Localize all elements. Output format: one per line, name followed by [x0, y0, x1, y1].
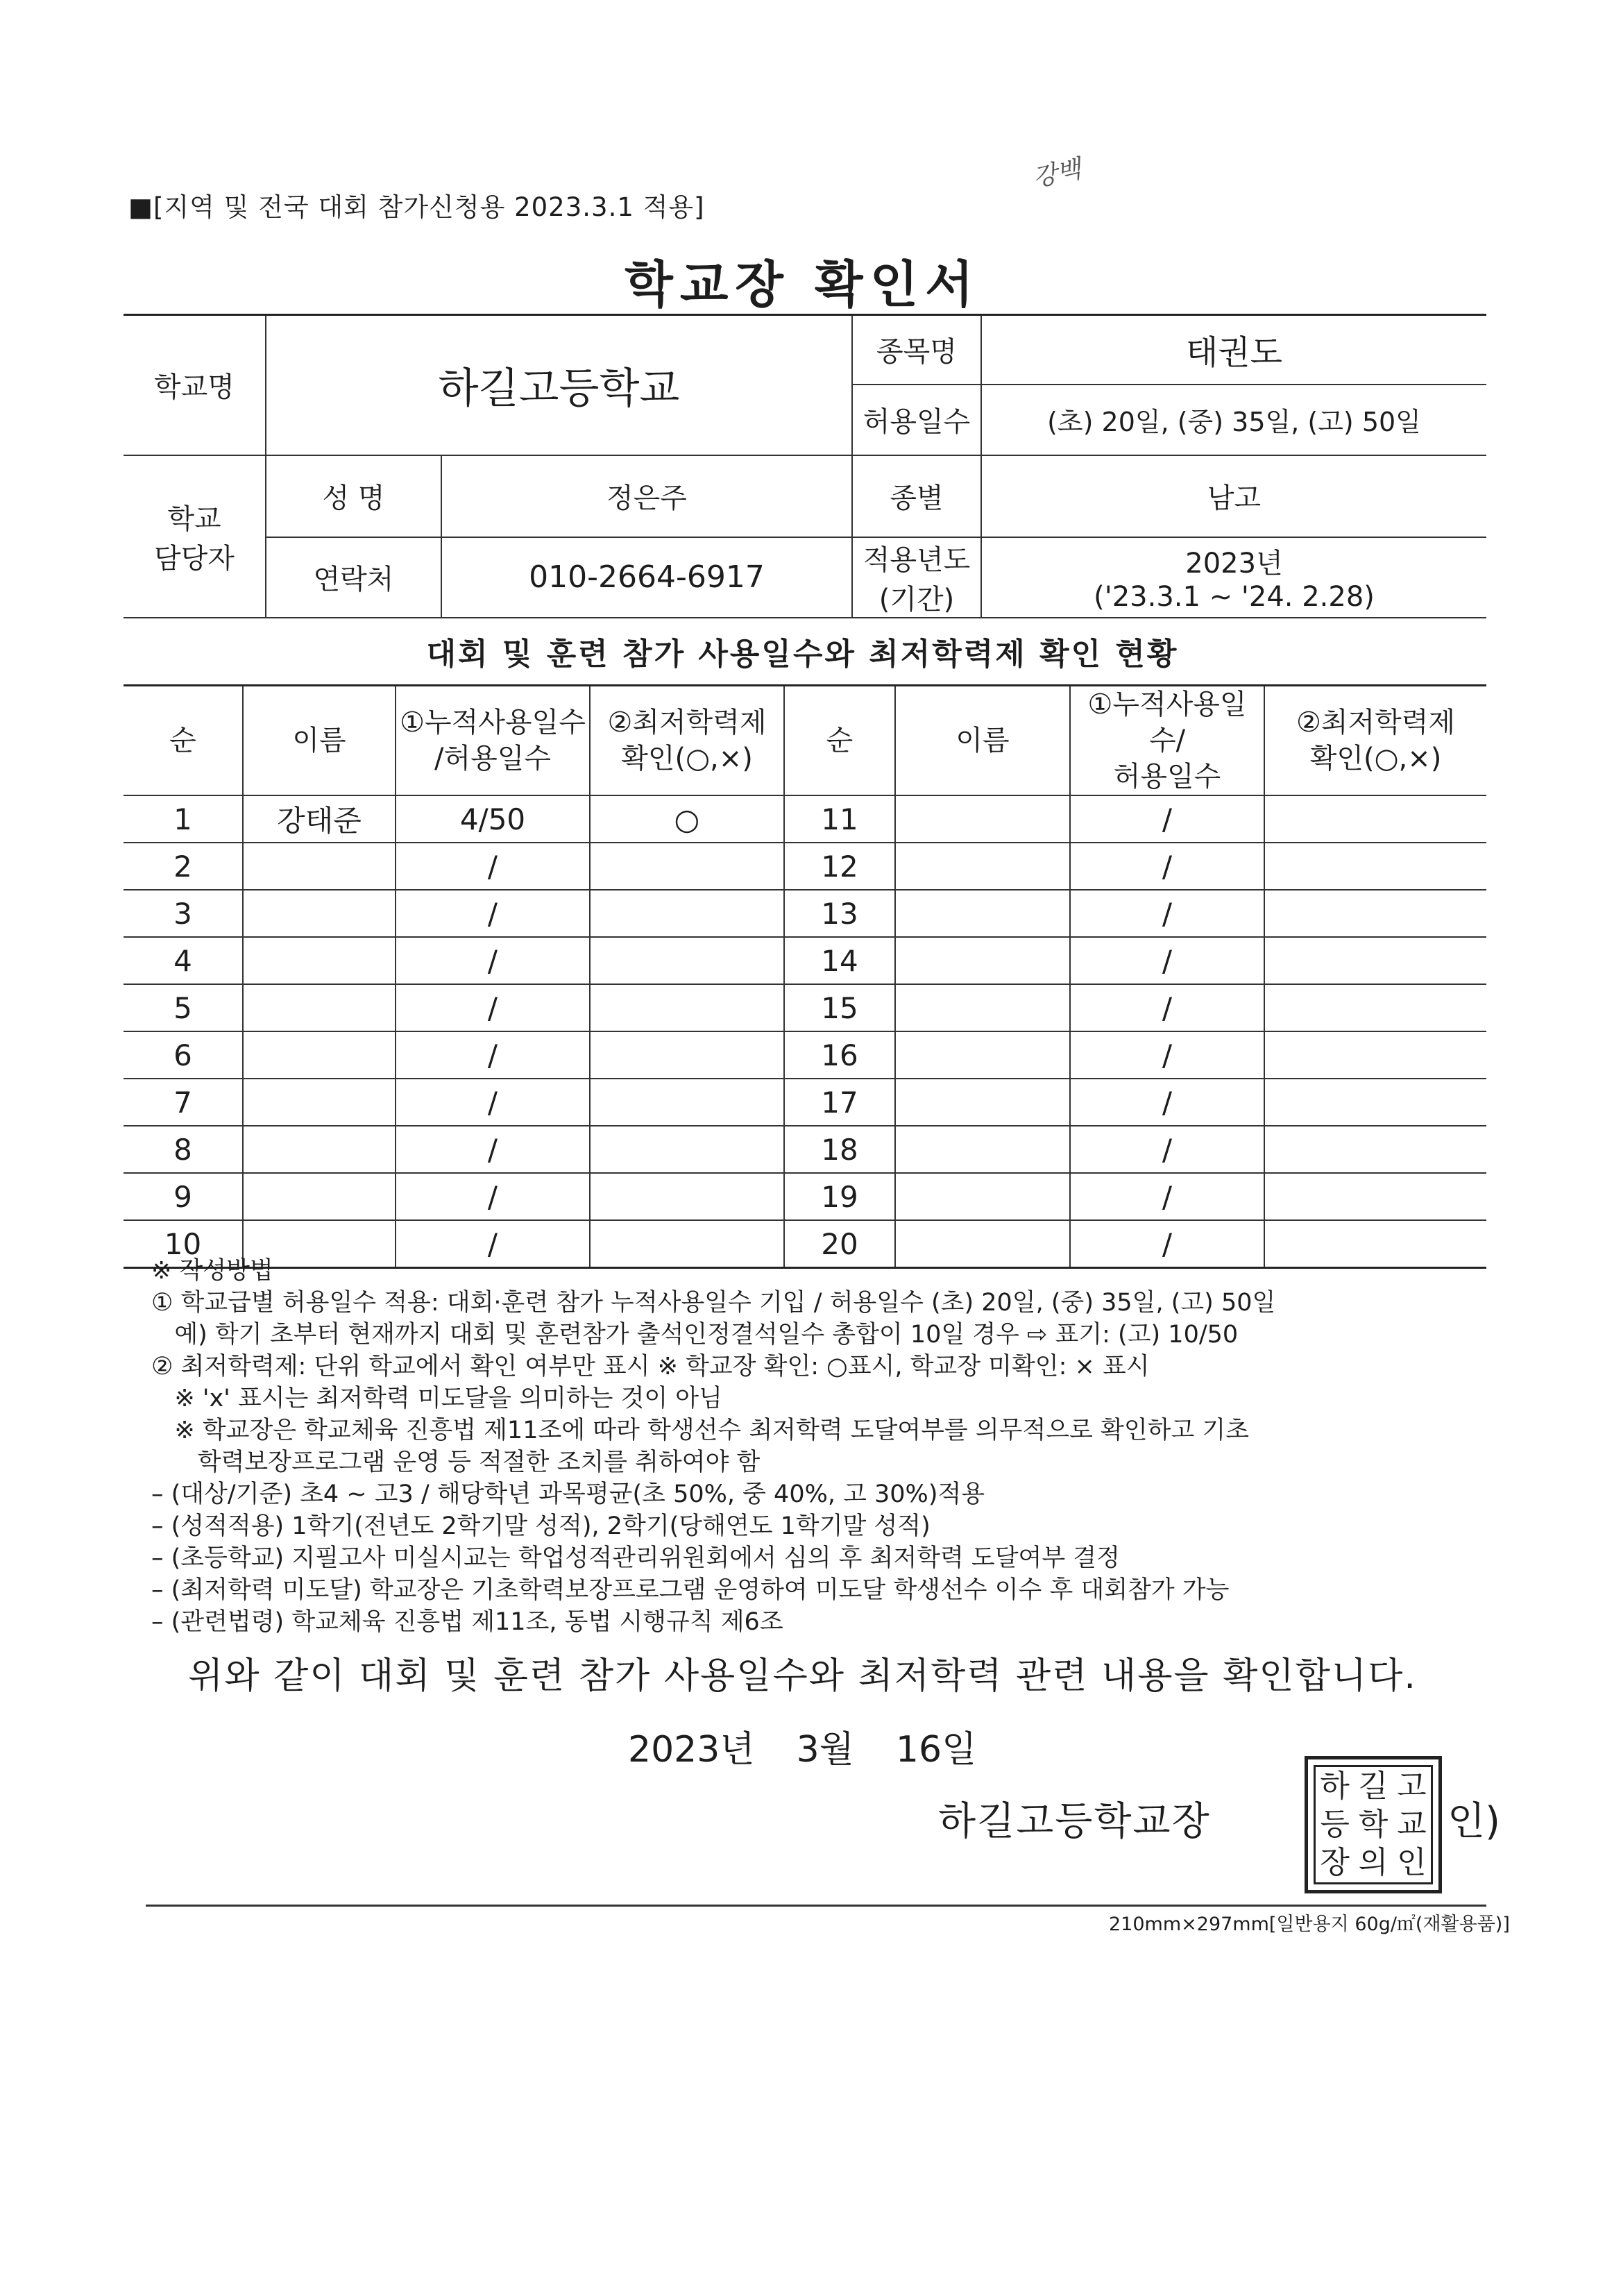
cell-check-left [590, 937, 784, 984]
cell-days-right: / [1070, 890, 1264, 937]
cell-check-right [1264, 843, 1486, 890]
cell-days-right: / [1070, 1079, 1264, 1126]
table-row [124, 890, 1486, 937]
col-name-left: 이름 [243, 686, 396, 796]
seal-char: 의 [1358, 1845, 1389, 1881]
col-num-right: 순 [784, 686, 895, 796]
cell-name-right [895, 1173, 1070, 1220]
col-check-right-1: ②최저학력제 [1296, 707, 1456, 738]
year-value-1: 2023년 [1185, 548, 1283, 580]
cell-name-right [895, 843, 1070, 890]
cell-name-left [243, 1126, 396, 1173]
form-tag: ■[지역 및 전국 대회 참가신청용 2023.3.1 적용] [128, 192, 705, 222]
cell-days-left: / [396, 1126, 590, 1173]
cell-days-left: / [396, 1220, 590, 1268]
table-row [124, 1126, 1486, 1173]
cell-name-right [895, 890, 1070, 937]
table-row [124, 1173, 1486, 1220]
year-value-2: ('23.3.1 ~ '24. 2.28) [1094, 581, 1375, 613]
seal-char: 고 [1397, 1768, 1427, 1804]
seal-char: 교 [1397, 1806, 1427, 1842]
cell-days-right: / [1070, 937, 1264, 984]
cell-num-right: 18 [784, 1126, 895, 1173]
note-line: 학력보장프로그램 운영 등 적절한 조치를 취하여야 함 [151, 1449, 761, 1476]
document-title: 학교장 확인서 [625, 255, 980, 314]
col-num-left: 순 [124, 686, 243, 796]
cell-num-right: 17 [784, 1079, 895, 1126]
cell-name-right [895, 795, 1070, 843]
cell-num-right: 16 [784, 1031, 895, 1079]
col-days-left-1: ①누적사용일수 [400, 707, 586, 738]
cell-check-right [1264, 1031, 1486, 1079]
cell-num-left: 2 [124, 843, 243, 890]
cell-num-left: 3 [124, 890, 243, 937]
note-line: – (초등학교) 지필고사 미실시교는 학업성적관리위원회에서 심의 후 최저학력 도달여부 결정 [151, 1544, 1120, 1572]
manager-label-2: 담당자 [154, 542, 235, 575]
cell-name-right [895, 984, 1070, 1031]
seal-char: 등 [1320, 1806, 1350, 1842]
note-line: – (최저학력 미도달) 학교장은 기초학력보장프로그램 운영하여 미도달 학생선수 이수 후 대회참가 가능 [151, 1576, 1230, 1604]
gender-label: 종별 [852, 455, 981, 537]
table-row [124, 843, 1486, 890]
cell-check-left [590, 984, 784, 1031]
note-line: – (대상/기준) 초4 ~ 고3 / 해당학년 과목평균(초 50%, 중 40%, 고 30%)적용 [151, 1480, 985, 1508]
cell-days-right: / [1070, 1126, 1264, 1173]
cell-days-right: / [1070, 795, 1264, 843]
note-line: ① 학교급별 허용일수 적용: 대회·훈련 참가 누적사용일수 기입 / 허용일수 (초) 20일, (중) 35일, (고) 50일 [151, 1289, 1276, 1317]
cell-name-right [895, 1079, 1070, 1126]
cell-num-left: 10 [124, 1220, 243, 1268]
col-days-right [1070, 686, 1264, 796]
cell-days-left: / [396, 843, 590, 890]
seal-char: 인 [1397, 1845, 1427, 1881]
year-label-1: 적용년도 [863, 543, 971, 576]
col-days-left-2: /허용일수 [434, 743, 552, 775]
col-days-right-1: ①누적사용일수/ [1087, 689, 1247, 757]
note-line: ※ 'x' 표시는 최저학력 미도달을 의미하는 것이 아님 [151, 1385, 722, 1412]
allowed-value: (초) 20일, (중) 35일, (고) 50일 [981, 385, 1486, 455]
cell-days-left: 4/50 [396, 795, 590, 843]
cell-check-right [1264, 1173, 1486, 1220]
note-line: – (관련법령) 학교체육 진흥법 제11조, 동법 시행규칙 제6조 [151, 1608, 783, 1636]
date-day: 16일 [895, 1729, 977, 1771]
cell-num-left: 6 [124, 1031, 243, 1079]
cell-check-left [590, 1079, 784, 1126]
gender-value: 남고 [981, 455, 1486, 537]
note-line: 예) 학기 초부터 현재까지 대회 및 훈련참가 출석인정결석일수 총합이 10일 경우 ⇨ 표기: (고) 10/50 [151, 1321, 1239, 1349]
cell-num-left: 4 [124, 937, 243, 984]
cell-days-left: / [396, 890, 590, 937]
cell-name-left [243, 984, 396, 1031]
cell-name-right [895, 1031, 1070, 1079]
school-label: 학교명 [124, 315, 266, 455]
sport-label: 종목명 [852, 315, 981, 385]
cell-days-left: / [396, 1031, 590, 1079]
col-check-left-1: ②최저학력제 [607, 707, 767, 738]
cell-num-right: 19 [784, 1173, 895, 1220]
cell-num-right: 15 [784, 984, 895, 1031]
note-line: – (성적적용) 1학기(전년도 2학기말 성적), 2학기(당해연도 1학기말 성적) [151, 1512, 931, 1540]
note-line: ※ 학교장은 학교체육 진흥법 제11조에 따라 학생선수 최저학력 도달여부를 의무적으로 확인하고 기초 [151, 1417, 1250, 1444]
cell-check-right [1264, 1126, 1486, 1173]
contact-value: 010-2664-6917 [441, 537, 852, 618]
cell-num-left: 9 [124, 1173, 243, 1220]
cell-days-left: / [396, 1173, 590, 1220]
cell-days-right: / [1070, 984, 1264, 1031]
table-row [124, 1079, 1486, 1126]
cell-check-left [590, 890, 784, 937]
seal-char: 하 [1320, 1768, 1350, 1804]
cell-days-left: / [396, 1079, 590, 1126]
year-label-2: (기간) [878, 583, 955, 616]
confirmation-statement: 위와 같이 대회 및 훈련 참가 사용일수와 최저학력 관련 내용을 확인합니다. [188, 1655, 1417, 1697]
table-row [124, 984, 1486, 1031]
col-check-right-2: 확인(○,×) [1309, 743, 1442, 775]
cell-num-right: 12 [784, 843, 895, 890]
seal-char: 학 [1358, 1806, 1389, 1842]
cell-check-left [590, 1173, 784, 1220]
cell-check-right [1264, 937, 1486, 984]
manager-label [124, 455, 266, 618]
info-table [124, 314, 1486, 618]
cell-days-right: / [1070, 1220, 1264, 1268]
cell-name-right [895, 1126, 1070, 1173]
cell-days-right: / [1070, 843, 1264, 890]
year-label [852, 537, 981, 618]
col-days-right-2: 허용일수 [1113, 761, 1221, 793]
official-seal [1305, 1756, 1442, 1893]
cell-check-left [590, 1031, 784, 1079]
cell-check-right [1264, 890, 1486, 937]
cell-num-left: 8 [124, 1126, 243, 1173]
col-check-left-2: 확인(○,×) [621, 743, 753, 775]
principal-title: 하길고등학교장 [938, 1799, 1211, 1844]
cell-check-left [590, 1126, 784, 1173]
school-name: 하길고등학교 [266, 315, 852, 455]
cell-check-left [590, 843, 784, 890]
bottom-rule [146, 1905, 1486, 1907]
cell-name-left [243, 937, 396, 984]
cell-num-right: 14 [784, 937, 895, 984]
cell-num-right: 20 [784, 1220, 895, 1268]
instructions [151, 1255, 1275, 1638]
date-month: 3월 [796, 1729, 854, 1771]
cell-num-left: 5 [124, 984, 243, 1031]
contact-label: 연락처 [266, 537, 441, 618]
manager-label-1: 학교 [167, 503, 221, 535]
cell-num-left: 7 [124, 1079, 243, 1126]
col-check-left [590, 686, 784, 796]
table-row [124, 1031, 1486, 1079]
seal-label: 인) [1447, 1799, 1500, 1844]
cell-check-right [1264, 1220, 1486, 1268]
cell-name-left [243, 1173, 396, 1220]
allowed-label: 허용일수 [852, 385, 981, 455]
col-check-right [1264, 686, 1486, 796]
cell-num-right: 11 [784, 795, 895, 843]
cell-days-left: / [396, 937, 590, 984]
section-title: 대회 및 훈련 참가 사용일수와 최저학력제 확인 현황 [426, 636, 1179, 672]
cell-num-right: 13 [784, 890, 895, 937]
cell-check-right [1264, 984, 1486, 1031]
handwritten-note: 강백 [1030, 155, 1084, 193]
note-line: ② 최저학력제: 단위 학교에서 확인 여부만 표시 ※ 학교장 확인: ○표시, 학교장 미확인: × 표시 [151, 1353, 1150, 1381]
cell-days-left: / [396, 984, 590, 1031]
name-label: 성 명 [266, 455, 441, 537]
note-line: ※ 작성방법 [151, 1257, 273, 1285]
cell-name-left [243, 843, 396, 890]
cell-num-left: 1 [124, 795, 243, 843]
cell-name-left [243, 1079, 396, 1126]
name-value: 정은주 [441, 455, 852, 537]
roster-table [124, 684, 1486, 1269]
cell-name-left [243, 1031, 396, 1079]
cell-days-right: / [1070, 1031, 1264, 1079]
table-row [124, 795, 1486, 843]
paper-spec: 210mm×297mm[일반용지 60g/㎡(재활용품)] [1109, 1914, 1510, 1935]
cell-check-left: ○ [590, 795, 784, 843]
col-name-right: 이름 [895, 686, 1070, 796]
table-row [124, 937, 1486, 984]
cell-days-right: / [1070, 1173, 1264, 1220]
cell-name-left: 강태준 [243, 795, 396, 843]
cell-name-right [895, 937, 1070, 984]
cell-check-right [1264, 1079, 1486, 1126]
col-days-left [396, 686, 590, 796]
seal-inner [1314, 1765, 1433, 1884]
seal-char: 장 [1320, 1845, 1350, 1881]
year-value [981, 537, 1486, 618]
sport-value: 태권도 [981, 315, 1486, 385]
seal-char: 길 [1358, 1768, 1389, 1804]
issue-date [628, 1720, 976, 1772]
cell-check-right [1264, 795, 1486, 843]
cell-name-left [243, 890, 396, 937]
date-year: 2023년 [628, 1729, 755, 1771]
